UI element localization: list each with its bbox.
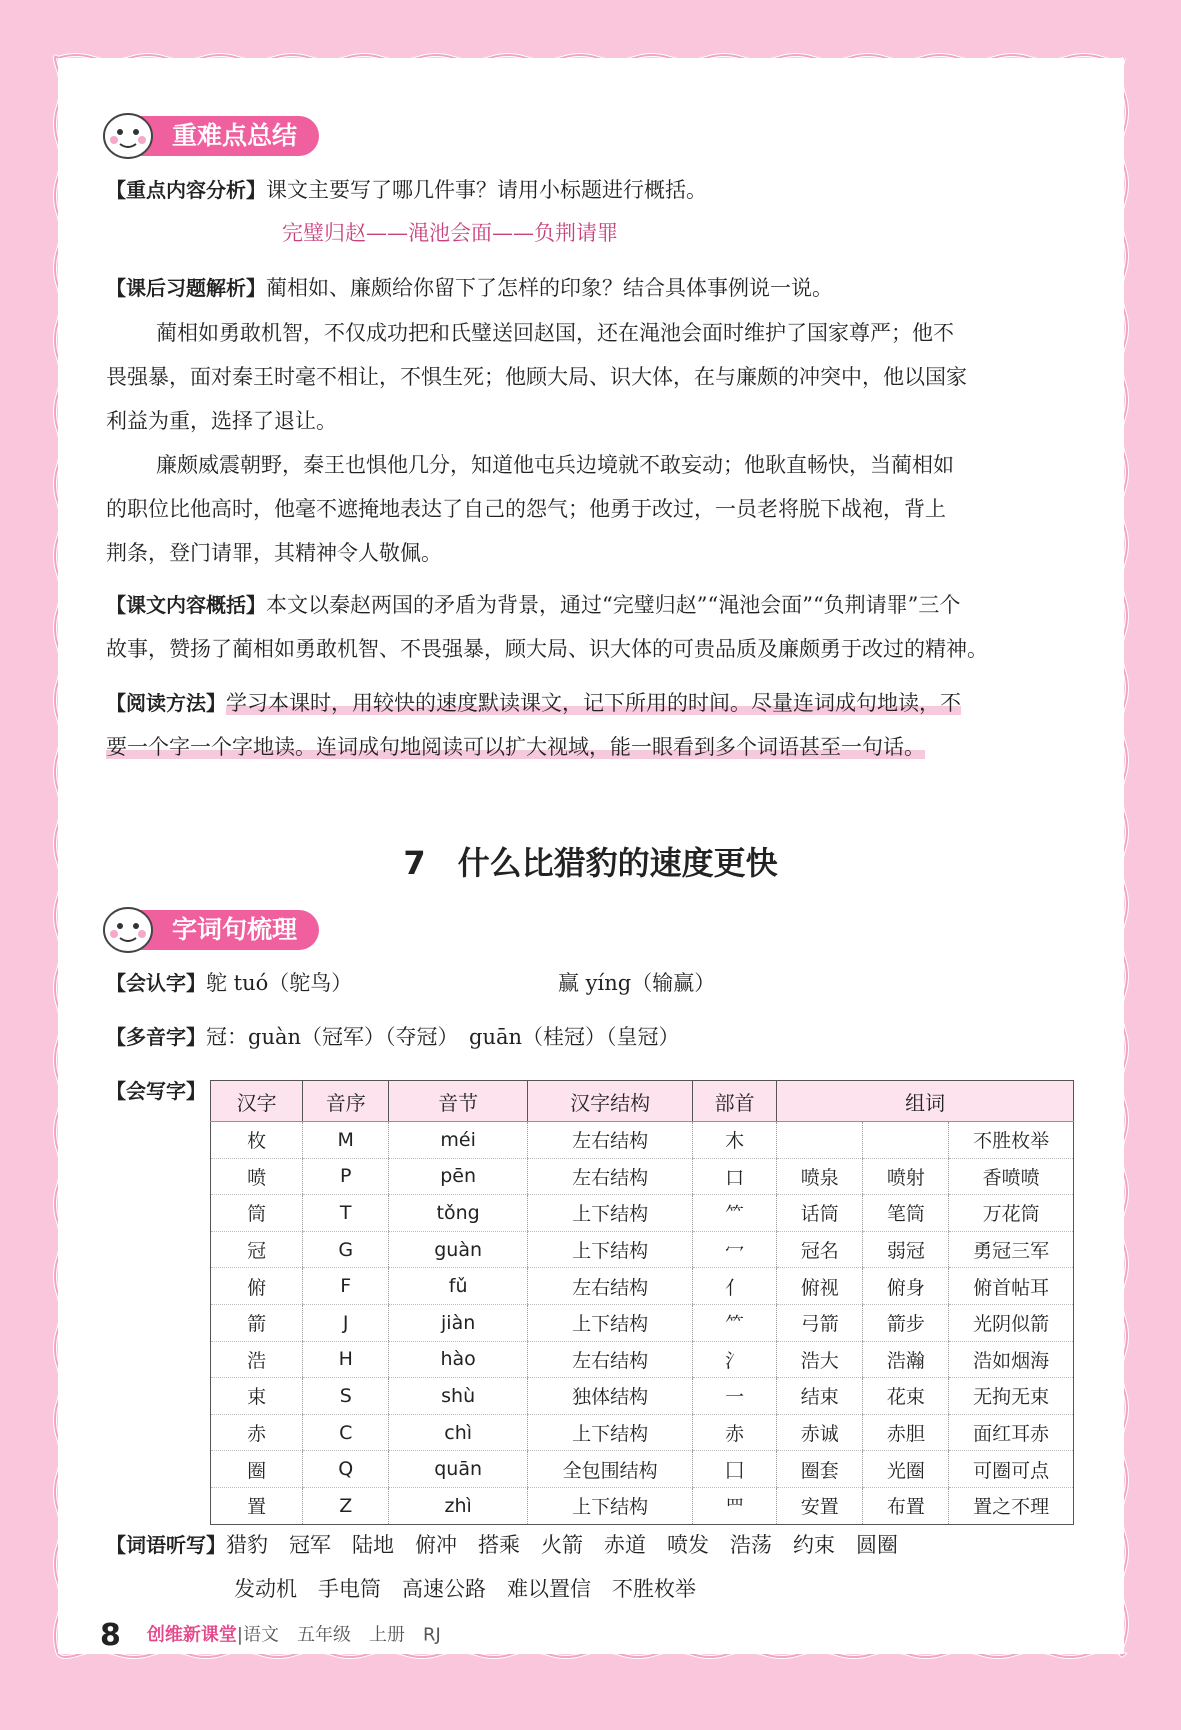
table-cell: F <box>303 1268 389 1305</box>
table-cell: 一 <box>693 1378 777 1415</box>
table-cell: 置 <box>211 1487 303 1524</box>
table-cell: 独体结构 <box>528 1378 693 1415</box>
table-cell: 上下结构 <box>528 1304 693 1341</box>
table-row <box>211 1304 1074 1341</box>
table-cell: méi <box>389 1122 528 1159</box>
table-cell: 俯首帖耳 <box>949 1268 1074 1305</box>
col-header: 音序 <box>303 1081 389 1122</box>
recognize-chars <box>106 968 352 998</box>
table-cell: 喷 <box>211 1158 303 1195</box>
table-cell: shù <box>389 1378 528 1415</box>
table-cell: 箭 <box>211 1304 303 1341</box>
table-cell: 弓箭 <box>777 1304 863 1341</box>
table-cell: chì <box>389 1414 528 1451</box>
table-cell: 话筒 <box>777 1195 863 1232</box>
table-cell: 安置 <box>777 1487 863 1524</box>
mascot-icon <box>98 106 158 162</box>
table-cell: zhì <box>389 1487 528 1524</box>
table-cell: 光阴似箭 <box>949 1304 1074 1341</box>
table-cell: 弱冠 <box>863 1231 949 1268</box>
table-cell: T <box>303 1195 389 1232</box>
label: 【课后习题解析】 <box>106 276 266 300</box>
table-cell: 全包围结构 <box>528 1451 693 1488</box>
table-cell: 俯 <box>211 1268 303 1305</box>
table-cell: 布置 <box>863 1487 949 1524</box>
table-cell: P <box>303 1158 389 1195</box>
answer-line: 利益为重，选择了退让。 <box>106 409 337 433</box>
table-cell: 赤诚 <box>777 1414 863 1451</box>
table-row <box>211 1122 1074 1159</box>
brand-name: 创维新课堂 <box>146 1624 237 1646</box>
table-cell: 笔筒 <box>863 1195 949 1232</box>
table-cell: 罒 <box>693 1487 777 1524</box>
table-row <box>211 1451 1074 1488</box>
dictation-line: 发动机 手电筒 高速公路 难以置信 不胜枚举 <box>234 1577 696 1601</box>
question-text: 课文主要写了哪几件事？请用小标题进行概括。 <box>266 178 707 202</box>
table-cell: 万花筒 <box>949 1195 1074 1232</box>
table-cell: ⺮ <box>693 1195 777 1232</box>
col-header: 部首 <box>693 1081 777 1122</box>
footer <box>100 1618 441 1653</box>
table-cell: 浩大 <box>777 1341 863 1378</box>
recog-item: 鸵 tuó（鸵鸟） <box>206 971 353 995</box>
table-cell: 囗 <box>693 1451 777 1488</box>
table-cell: 口 <box>693 1158 777 1195</box>
table-row <box>211 1195 1074 1232</box>
label: 【会认字】 <box>106 971 206 995</box>
table-cell: 置之不理 <box>949 1487 1074 1524</box>
table-row <box>211 1414 1074 1451</box>
content-summary <box>106 590 960 620</box>
lesson-title: 7 什么比猎豹的速度更快 <box>403 844 778 882</box>
table-cell: 木 <box>693 1122 777 1159</box>
table-cell: 左右结构 <box>528 1341 693 1378</box>
dictation-line: 猎豹 冠军 陆地 俯冲 搭乘 火箭 赤道 喷发 浩荡 约束 圆圈 <box>226 1533 898 1557</box>
separator: | <box>236 1624 243 1646</box>
table-cell: 俯身 <box>863 1268 949 1305</box>
table-cell: 不胜枚举 <box>949 1122 1074 1159</box>
table-cell: 筒 <box>211 1195 303 1232</box>
table-cell: 箭步 <box>863 1304 949 1341</box>
method-line: 学习本课时，用较快的速度默读课文，记下所用的时间。尽量连词成句地读，不 <box>226 691 961 715</box>
table-cell: J <box>303 1304 389 1341</box>
poly-text: 冠：guàn（冠军）（夺冠） guān（桂冠）（皇冠） <box>206 1025 680 1049</box>
table-cell: hào <box>389 1341 528 1378</box>
answer-line: 的职位比他高时，他毫不遮掩地表达了自己的怨气；他勇于改过，一员老将脱下战袍，背上 <box>106 497 946 521</box>
label: 【重点内容分析】 <box>106 178 266 202</box>
label: 【多音字】 <box>106 1025 206 1049</box>
table-cell: 无拘无束 <box>949 1378 1074 1415</box>
table-cell <box>863 1122 949 1159</box>
table-cell: 上下结构 <box>528 1195 693 1232</box>
table-cell: 冖 <box>693 1231 777 1268</box>
table-cell: C <box>303 1414 389 1451</box>
col-header: 音节 <box>389 1081 528 1122</box>
table-cell: 花束 <box>863 1378 949 1415</box>
table-cell: guàn <box>389 1231 528 1268</box>
table-cell: 光圈 <box>863 1451 949 1488</box>
table-cell: 氵 <box>693 1341 777 1378</box>
summary-line: 故事，赞扬了蔺相如勇敢机智、不畏强暴，顾大局、识大体的可贵品质及廉颇勇于改过的精神。 <box>106 637 988 661</box>
summary-line: 本文以秦赵两国的矛盾为背景，通过“完璧归赵”“渑池会面”“负荆请罪”三个 <box>266 593 961 617</box>
table-cell: 圈 <box>211 1451 303 1488</box>
table-cell: 左右结构 <box>528 1158 693 1195</box>
table-cell: 赤 <box>693 1414 777 1451</box>
table-row <box>211 1268 1074 1305</box>
answer-line: 畏强暴，面对秦王时毫不相让，不惧生死；他顾大局、识大体，在与廉颇的冲突中，他以国家 <box>106 365 967 389</box>
table-cell <box>777 1122 863 1159</box>
section-banner-vocabulary <box>106 910 319 950</box>
table-cell: G <box>303 1231 389 1268</box>
table-cell: pēn <box>389 1158 528 1195</box>
table-row <box>211 1158 1074 1195</box>
book-info: 语文 五年级 上册 RJ <box>242 1624 441 1646</box>
answer-line: 廉颇威震朝野，秦王也惧他几分，知道他屯兵边境就不敢妄动；他耿直畅快，当蔺相如 <box>156 453 954 477</box>
table-cell: H <box>303 1341 389 1378</box>
table-cell: 结束 <box>777 1378 863 1415</box>
table-cell: 冠名 <box>777 1231 863 1268</box>
exercise-analysis <box>106 273 833 303</box>
col-header: 组词 <box>777 1081 1074 1122</box>
table-cell: jiàn <box>389 1304 528 1341</box>
table-cell: 赤胆 <box>863 1414 949 1451</box>
label: 【词语听写】 <box>106 1533 226 1557</box>
key-content-analysis <box>106 175 707 205</box>
banner-text: 重难点总结 <box>172 121 298 150</box>
table-row <box>211 1341 1074 1378</box>
answer-subtitles <box>282 218 618 248</box>
answer-line: 荆条，登门请罪，其精神令人敬佩。 <box>106 541 442 565</box>
dictation <box>106 1530 898 1560</box>
reading-method <box>106 688 961 718</box>
table-row <box>211 1487 1074 1524</box>
table-cell: 上下结构 <box>528 1231 693 1268</box>
answer-text: 完璧归赵——渑池会面——负荆请罪 <box>282 221 618 245</box>
table-cell: fǔ <box>389 1268 528 1305</box>
question-text: 蔺相如、廉颇给你留下了怎样的印象？结合具体事例说一说。 <box>266 276 833 300</box>
table-cell: 浩如烟海 <box>949 1341 1074 1378</box>
method-line: 要一个字一个字地读。连词成句地阅读可以扩大视域，能一眼看到多个词语甚至一句话。 <box>106 735 925 759</box>
write-chars-label <box>106 1076 206 1106</box>
table-cell: 浩瀚 <box>863 1341 949 1378</box>
table-cell: 勇冠三军 <box>949 1231 1074 1268</box>
table-cell: 束 <box>211 1378 303 1415</box>
table-cell: 俯视 <box>777 1268 863 1305</box>
label: 【会写字】 <box>106 1079 206 1103</box>
answer-line: 蔺相如勇敢机智，不仅成功把和氏璧送回赵国，还在渑池会面时维护了国家尊严；他不 <box>156 321 954 345</box>
table-cell: 圈套 <box>777 1451 863 1488</box>
table-row <box>211 1231 1074 1268</box>
table-cell: 亻 <box>693 1268 777 1305</box>
table-cell: 左右结构 <box>528 1268 693 1305</box>
col-header: 汉字结构 <box>528 1081 693 1122</box>
table-cell: 喷泉 <box>777 1158 863 1195</box>
section-banner-key-points <box>106 116 319 156</box>
col-header: 汉字 <box>211 1081 303 1122</box>
table-cell: 上下结构 <box>528 1414 693 1451</box>
char-table <box>210 1080 1074 1525</box>
table-cell: M <box>303 1122 389 1159</box>
table-cell: quān <box>389 1451 528 1488</box>
table-cell: 浩 <box>211 1341 303 1378</box>
recog-item: 赢 yíng（输赢） <box>558 971 716 995</box>
table-cell: 左右结构 <box>528 1122 693 1159</box>
page-number: 8 <box>100 1618 121 1653</box>
table-row <box>211 1378 1074 1415</box>
table-cell: tǒng <box>389 1195 528 1232</box>
table-cell: Q <box>303 1451 389 1488</box>
polyphonic-chars <box>106 1022 680 1052</box>
banner-text: 字词句梳理 <box>172 915 298 944</box>
table-cell: 香喷喷 <box>949 1158 1074 1195</box>
table-cell: 上下结构 <box>528 1487 693 1524</box>
label: 【课文内容概括】 <box>106 593 266 617</box>
table-cell: 赤 <box>211 1414 303 1451</box>
table-cell: 可圈可点 <box>949 1451 1074 1488</box>
table-cell: 冠 <box>211 1231 303 1268</box>
mascot-icon <box>98 900 158 956</box>
table-cell: 喷射 <box>863 1158 949 1195</box>
table-cell: ⺮ <box>693 1304 777 1341</box>
label: 【阅读方法】 <box>106 691 226 715</box>
table-cell: 枚 <box>211 1122 303 1159</box>
table-cell: S <box>303 1378 389 1415</box>
table-cell: Z <box>303 1487 389 1524</box>
table-cell: 面红耳赤 <box>949 1414 1074 1451</box>
